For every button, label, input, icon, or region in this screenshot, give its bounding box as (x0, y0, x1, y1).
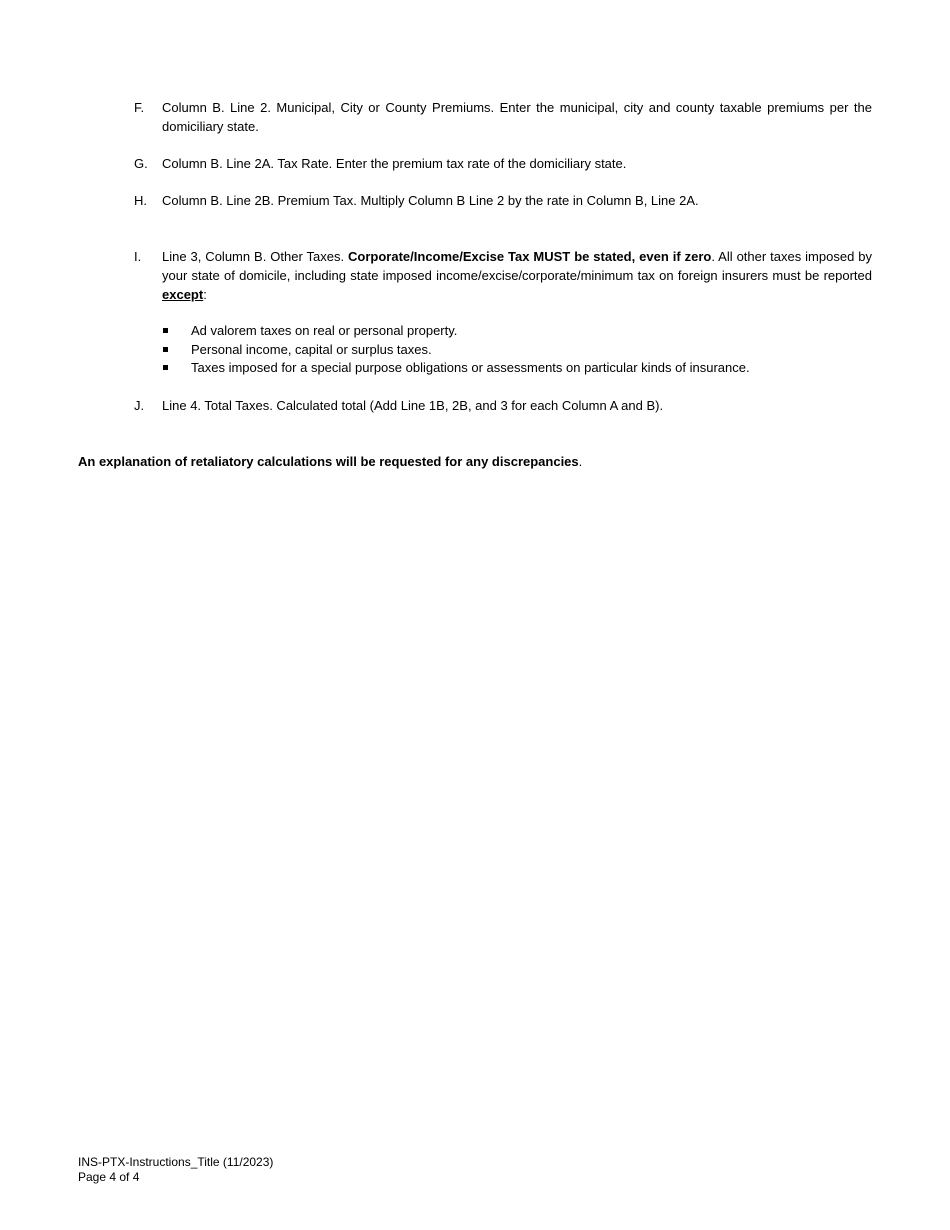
form-id: INS-PTX-Instructions_Title (11/2023) (78, 1155, 274, 1169)
item-text: Line 3, Column B. Other Taxes. Corporate/Income/Excise Tax MUST be stated, even if zero. All other taxes imposed by your state of domicile, including state imposed income/excise/corporate/minimum tax on foreign insurers must be reported except: (162, 249, 872, 302)
item-text: Line 4. Total Taxes. Calculated total (Add Line 1B, 2B, and 3 for each Column A and B). (162, 398, 664, 413)
item-letter: I. (134, 249, 142, 264)
exception-list (162, 322, 872, 378)
corporate-tax-warning: Corporate/Income/Excise Tax MUST be stated, even if zero (348, 249, 712, 264)
item-text: Column B. Line 2A. Tax Rate. Enter the premium tax rate of the domiciliary state. (162, 156, 627, 171)
square-bullet-icon (163, 347, 168, 352)
item-letter: G. (134, 156, 148, 171)
instruction-i (134, 247, 872, 304)
instruction-h (134, 191, 872, 210)
square-bullet-icon (163, 365, 168, 370)
instruction-j (134, 396, 872, 415)
list-item: Taxes imposed for a special purpose obligations or assessments on particular kinds of insurance. (162, 359, 872, 378)
list-item: Personal income, capital or surplus taxes. (162, 341, 872, 360)
list-item: Ad valorem taxes on real or personal property. (162, 322, 872, 341)
item-letter: H. (134, 193, 147, 208)
instruction-g (134, 154, 872, 173)
item-text: Column B. Line 2. Municipal, City or County Premiums. Enter the municipal, city and county taxable premiums per the domiciliary state. (162, 100, 872, 134)
item-letter: F. (134, 100, 145, 115)
item-letter: J. (134, 398, 145, 413)
page-number: Page 4 of 4 (78, 1170, 140, 1184)
discrepancy-note: An explanation of retaliatory calculations will be requested for any discrepancies. (78, 454, 583, 469)
square-bullet-icon (163, 328, 168, 333)
instruction-f (134, 98, 872, 136)
page-footer (78, 1155, 273, 1185)
except-emphasis: except (162, 287, 204, 302)
item-text: Column B. Line 2B. Premium Tax. Multiply Column B Line 2 by the rate in Column B, Line 2A. (162, 193, 699, 208)
